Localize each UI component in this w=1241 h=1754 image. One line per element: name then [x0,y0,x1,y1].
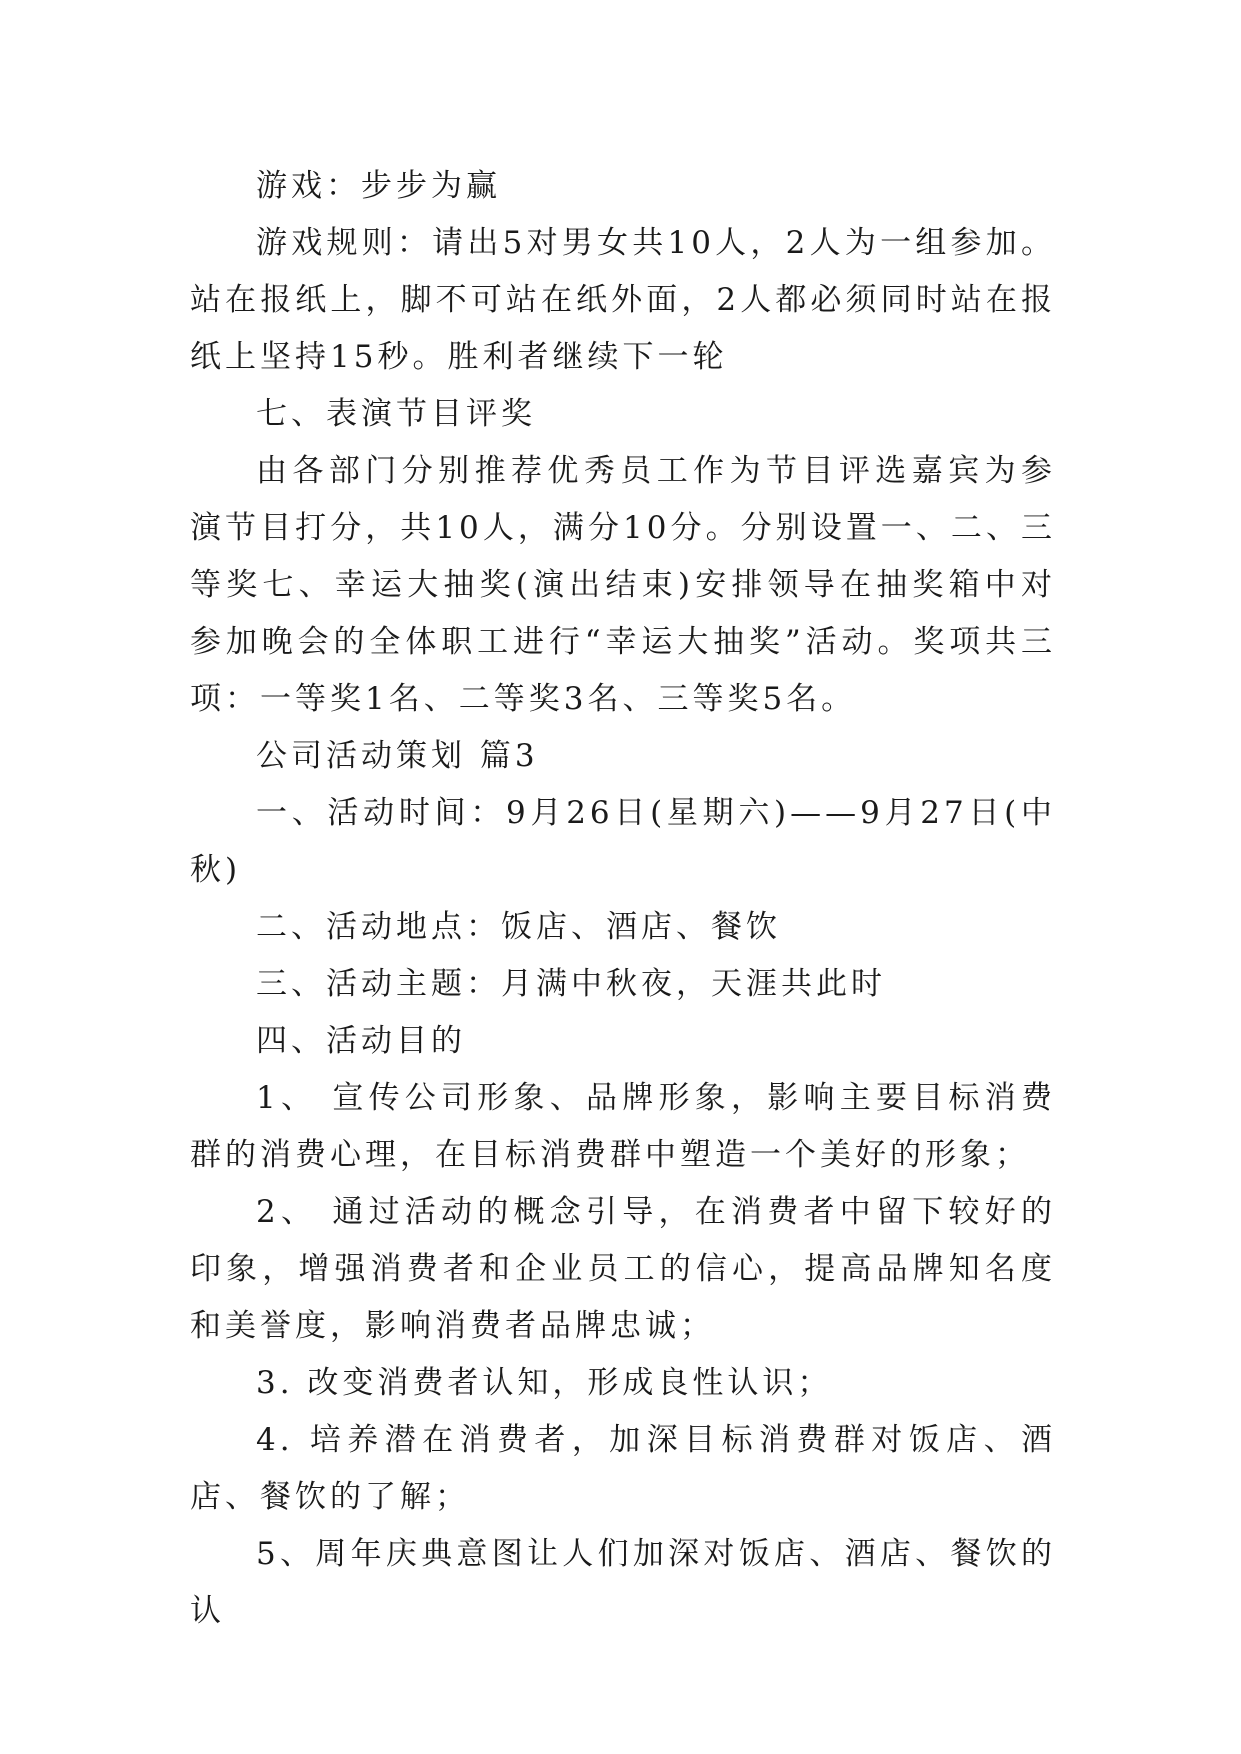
list-item-purpose-4: 4. 培养潜在消费者，加深目标消费群对饭店、酒店、餐饮的了解； [190,1422,1056,1515]
document-body [190,158,1056,1640]
paragraph-game-title: 游戏：步步为赢 [256,168,501,204]
list-item-purpose-1: 1、 宣传公司形象、品牌形象，影响主要目标消费群的消费心理，在目标消费群中塑造一个美好的形象； [190,1080,1056,1173]
list-item-purpose-3: 3. 改变消费者认知，形成良性认识； [256,1365,833,1401]
paragraph-game-rules: 游戏规则：请出5对男女共10人，2人为一组参加。站在报纸上，脚不可站在纸外面，2人都必须同时站在报纸上坚持15秒。胜利者继续下一轮 [190,225,1056,375]
paragraph-activity-location: 二、活动地点：饭店、酒店、餐饮 [256,909,781,945]
heading-section-3: 公司活动策划 篇3 [256,738,539,774]
heading-performance-awards: 七、表演节目评奖 [256,396,536,432]
paragraph-award-details: 由各部门分别推荐优秀员工作为节目评选嘉宾为参演节目打分，共10人，满分10分。分别设置一、二、三等奖七、幸运大抽奖(演出结束)安排领导在抽奖箱中对参加晚会的全体职工进行“幸运大抽奖”活动。奖项共三项：一等奖1名、二等奖3名、三等奖5名。 [190,453,1056,717]
paragraph-activity-time: 一、活动时间：9月26日(星期六)——9月27日(中秋) [190,795,1056,888]
heading-activity-purpose: 四、活动目的 [256,1023,466,1059]
list-item-purpose-5: 5、周年庆典意图让人们加深对饭店、酒店、餐饮的认 [190,1536,1056,1629]
list-item-purpose-2: 2、 通过活动的概念引导，在消费者中留下较好的印象，增强消费者和企业员工的信心，提高品牌知名度和美誉度，影响消费者品牌忠诚； [190,1194,1056,1344]
paragraph-activity-theme: 三、活动主题：月满中秋夜，天涯共此时 [256,966,886,1002]
